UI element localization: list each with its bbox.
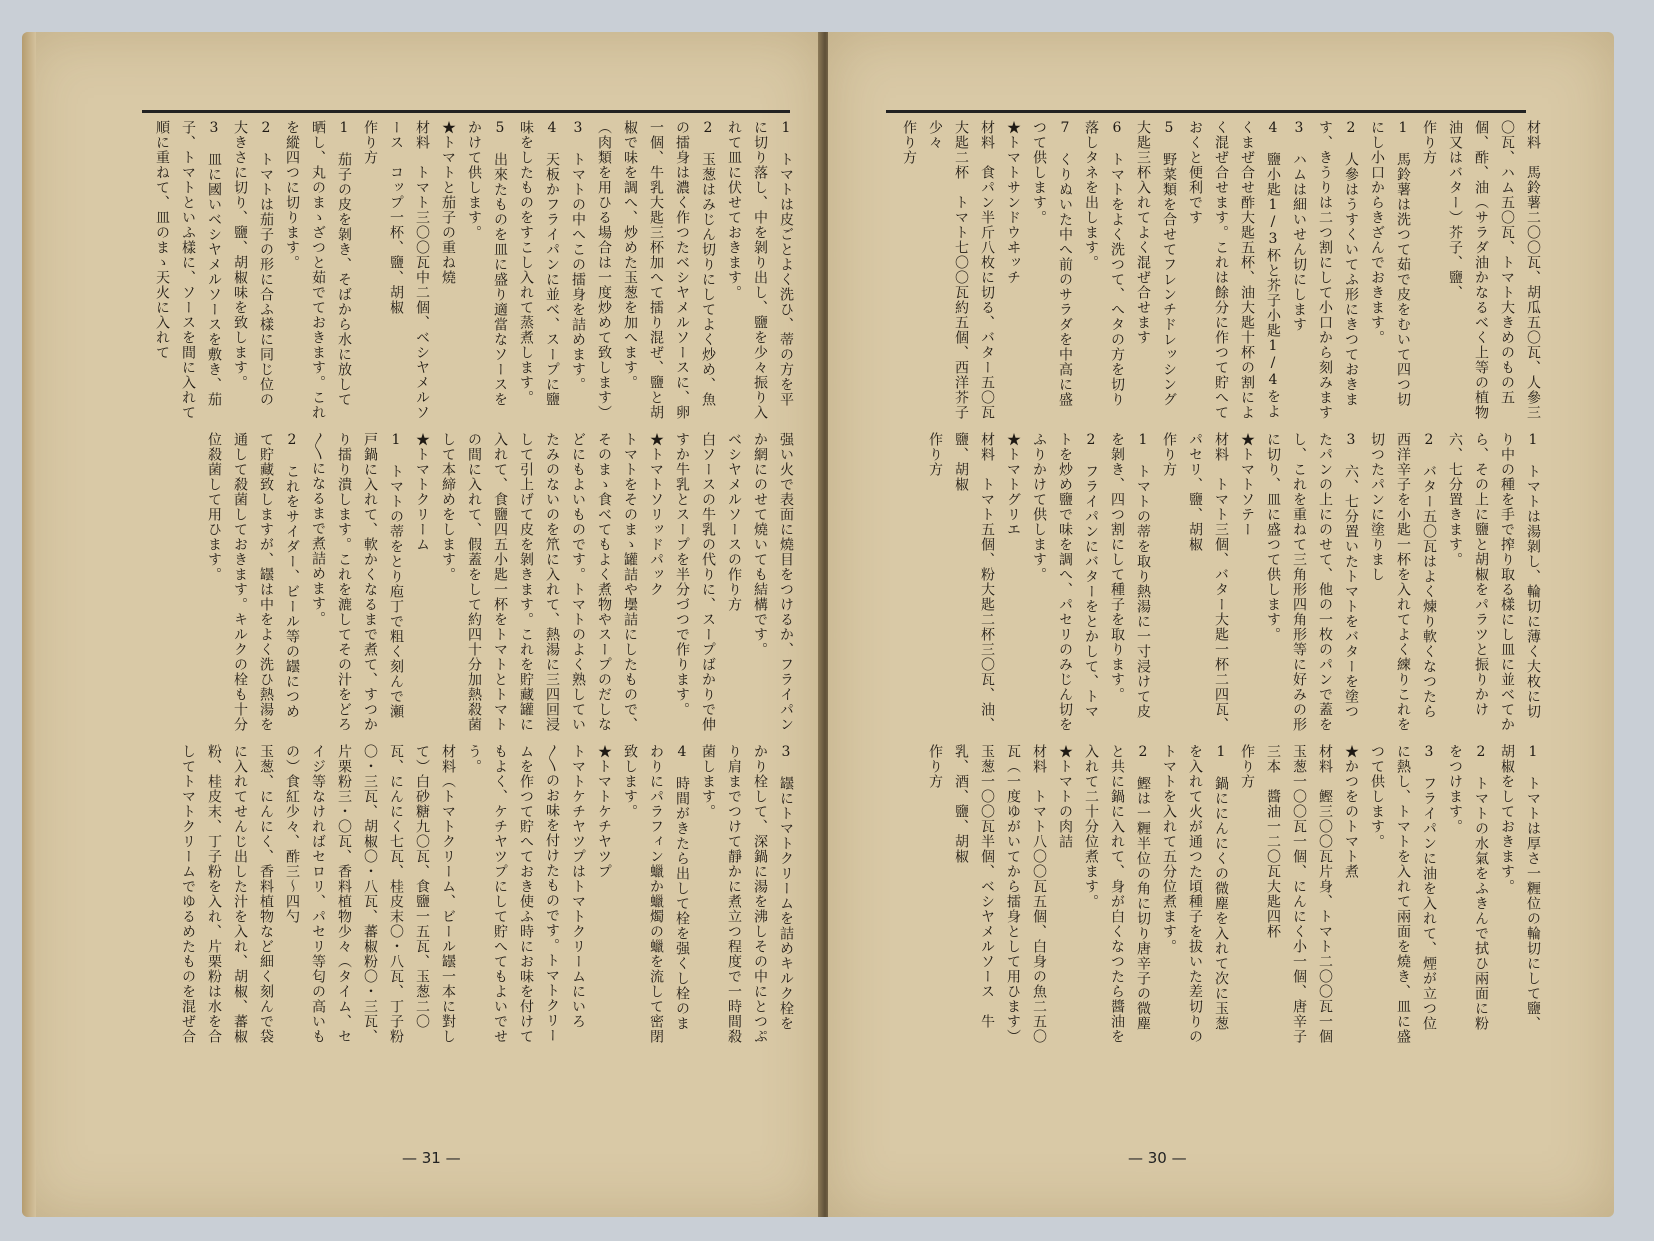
right-page <box>828 32 1614 1217</box>
left-page-middle-text: 强い火で表面に燒目をつけるか、フライパンか網にのせて燒いても結構です。 ベシヤメルソースの作り方 白ソースの牛乳の代りに、スープばかりで伸すか牛乳とスープを半分づつで作ります。 ★トマトソリッドパック トマトをそのまゝ罐詰や壜詰にしたもので、そのまゝ食べてもよく煮物やスープのだしなどにもよいものです。トマトのよく熟していたみのないのを笊に入れて、熱湯に三四回浸して引上げて皮を剝きます。これを貯藏罐に入れて、食鹽四五小匙一杯をトマトとトマトの間に入れて、假蓋をして約四十分加熱殺菌して本締めをします。 ★トマトクリーム 1 トマトの蒂をとり庖丁で粗く刻んで瀬戸鍋に入れて、軟かくなるまで煮て、すつかり擂り潰します。これを漉してその汁をどろ〳〵になるまで煮詰めます。 2 これをサイダー、ビール等の罎につめて貯藏致しますが、罎は中をよく洗ひ熱湯を通して殺菌しておきます。キルクの栓も十分位殺菌して用ひます。 <box>206 432 794 732</box>
book-spread <box>22 32 1614 1217</box>
right-page-upper-text: 材料 馬鈴薯二〇〇瓦、胡瓜五〇瓦、人參三〇瓦、ハム五〇瓦、トマト大きめのもの五個、酢、油（サラダ油かなるべく上等の植物油又はバター）芥子、鹽、 作り方 1 馬鈴薯は洗つて茹で皮をむいて四つ切にし小口からきざんでおきます。 2 人參はうすくいてふ形にきつておきます、きうりは二つ割にして小口から刻みます 3 ハムは細いせん切にします 4 鹽小匙1/3杯と芥子小匙1/4をよくまぜ合せ酢大匙五杯、油大匙十杯の割によく混ぜ合せます。これは餘分に作つて貯へておくと便利です 5 野菜類を合せてフレンチドレッシング大匙三杯入れてよく混ぜ合せます 6 トマトをよく洗つて、へタの方を切り落しタネを出します。 7 くりぬいた中へ前のサラダを中高に盛つて供します。 ★トマトサンドウヰッチ 材料 食パン半斤八枚に切る、バター五〇瓦 大匙二杯 トマト七〇〇瓦約五個、西洋芥子少々 作り方 <box>901 120 1541 420</box>
right-page-middle-text: 1 トマトは湯剝し、輪切に薄く大枚に切り中の種を手で搾り取る樣にし皿に並べてから、その上に鹽と胡椒をパラツと振りかけ六、七分置きます。 2 バター五〇瓦はよく煉り軟くなつたら西洋辛子を小匙一杯を入れてよく練りこれを切つたパンに塗りまし 3 六、七分置いたトマトをバターを塗つたパンの上にのせて、他の一枚のパンで蓋をし、これを重ねて三角形四角形等に好みの形に切り、皿に盛つて供します。 ★トマトソテー 材料 トマト三個、バター大匙一杯二四瓦、パセリ、鹽、胡椒 作り方 1 トマトの蒂を取り熱湯に一寸浸けて皮を剝き、四つ割にして種子を取ります。 2 フライパンにバターをとかして、トマトを炒め鹽で味を調へ、パセリのみじん切をふりかけて供します。 ★トマトグリエ 材料 トマト五個、粉大匙二杯三〇瓦、油、鹽、胡椒 作り方 <box>927 432 1541 732</box>
right-page-lower-text: 1 トマトは厚さ一糎位の輪切にして鹽、胡椒をしておきます。 2 トマトの水氣をふきんで拭ひ兩面に粉をつけます。 3 フライパンに油を入れて、煙が立つ位に熱し、トマトを入れて兩面を燒き、皿に盛つて供します。 ★かつをのトマト煮 材料 鰹三〇〇瓦片身、トマト二〇〇瓦一個 玉葱一〇〇瓦一個、にんにく小一個、唐辛子三本 醬油一二〇瓦大匙四杯 作り方 1 鍋ににんにくの微塵を入れて次に玉葱を入れて火が通つた頃種子を拔いた差切りのトマトを入れて五分位煮ます。 2 鰹は一糎半位の角に切り唐辛子の微塵と共に鍋に入れて、身が白くなつたら醬油を入れて二十分位煮ます。 ★トマトの肉詰 材料 トマト八〇〇瓦五個、白身の魚二五〇瓦（一度ゆがいてから擂身として用ひます）玉葱一〇〇瓦半個、ベシヤメルソース 牛乳、酒、鹽、胡椒 作り方 <box>927 744 1541 1044</box>
page-number: — 30 — <box>1128 1149 1187 1167</box>
top-rule <box>142 110 790 113</box>
page-number: — 31 — <box>402 1149 461 1167</box>
left-page <box>22 32 822 1217</box>
top-rule <box>886 110 1526 113</box>
left-page-upper-text: 1 トマトは皮ごとよく洗ひ、蒂の方を平に切り落し、中を剝り出し、鹽を少々振り入れて皿に伏せておきます。 2 玉葱はみじん切りにしてよく炒め、魚の擂身は濃く作つたベシヤメルソースに、卵一個、牛乳大匙三杯加へて擂り混ぜ、鹽と胡椒で味を調へ、炒めた玉葱を加へます。 （肉類を用ひる場合は一度炒めて致します） 3 トマトの中へこの擂身を詰めます。 4 天板かフライパンに並べ、スープに鹽味をしたものをすこし入れて蒸煮します。 5 出來たものを皿に盛り適當なソースをかけて供します。 ★トマトと茄子の重ね燒 材料 トマト三〇〇瓦中二個、ベシヤメルソース コップ一杯、鹽、胡椒 作り方 1 茄子の皮を剝き、そばから水に放して晒し、丸のまゝざつと茹でておきます。これを縱四つに切ります。 2 トマトは茄子の形に合ふ樣に同じ位の大きさに切り、鹽、胡椒味を致します。 3 皿に國いベシヤメルソースを敷き、茄子、トマトといふ樣に、ソースを間に入れて順に重ねて、皿のまゝ天火に入れて <box>154 120 794 420</box>
page-edge <box>22 32 36 1217</box>
left-page-lower-text: 3 罎にトマトクリームを詰めキルク栓をかり栓して、深鍋に湯を沸しその中にとつぷり肩までつけて靜かに煮立つ程度で一時間殺菌します。 4 時間がきたら出して栓を强くし栓のまわりにパラフィン蠟か蠟燭の蠟を流して密閉致します。 ★トマトケチヤツプ トマトケチヤツプはトマトクリームにいろ〳〵のお味を付けたものです。トマトクリームを作つて貯へておき使ふ時にお味を付けてもよく、ケチヤツプにして貯へてもよいでせう。 材料（トマトクリーム、ビール罎一本に對して）白砂糖九〇瓦、食鹽一五瓦、玉葱二〇瓦、にんにく七瓦、桂皮末〇・八瓦、丁子粉〇・三瓦、胡椒〇・八瓦、蕃椒粉〇・三瓦、片栗粉三・〇瓦、香料植物少々（タイム、セイジ等なければセロリ、パセリ等匂の高いもの）食紅少々、酢三〜四勺 玉葱、にんにく、香料植物など細く刻んで袋に入れてせんじ出した汁を入れ、胡椒、蕃椒粉、桂皮末、丁子粉を入れ、片栗粉は水を合してトマトクリームでゆるめたものを混ぜ合 <box>180 744 794 1044</box>
